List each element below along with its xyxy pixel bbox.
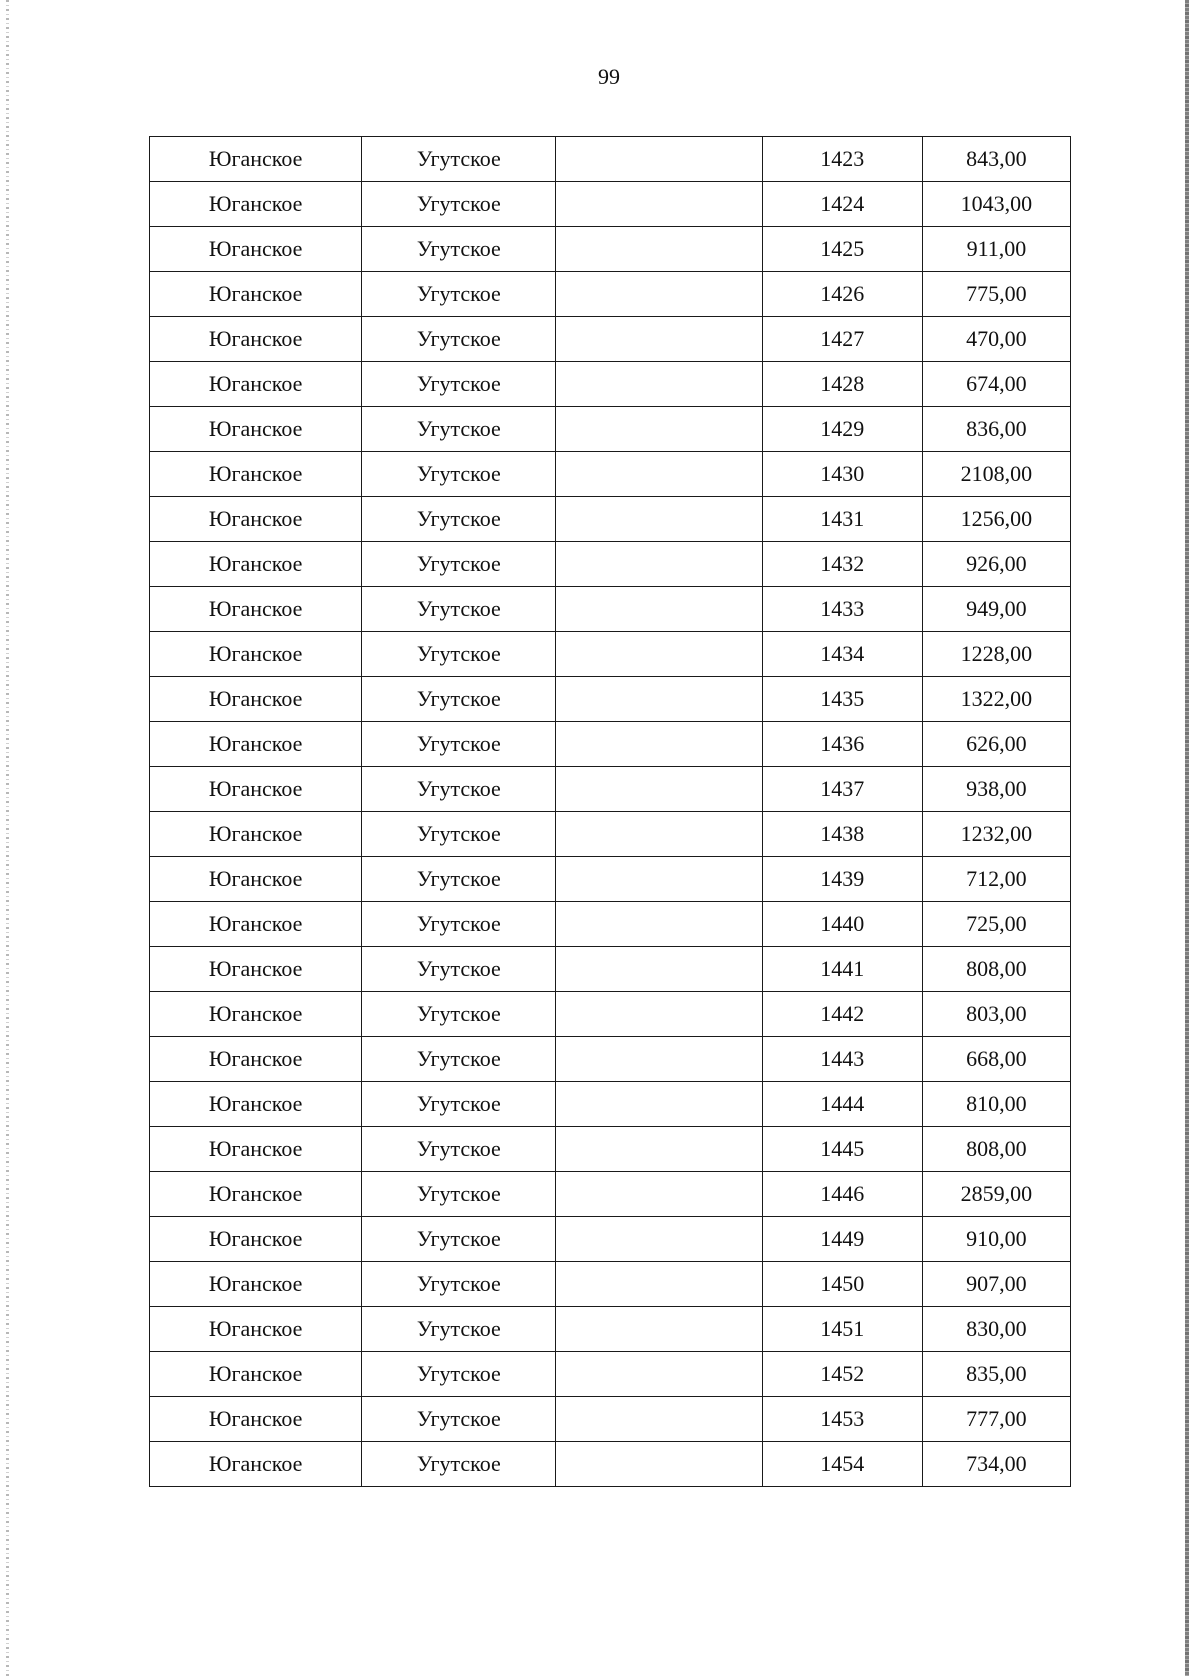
area-cell: Угутское <box>362 1037 556 1082</box>
field-cell: Юганское <box>150 632 362 677</box>
id-cell: 1423 <box>762 137 922 182</box>
area-cell: Угутское <box>362 272 556 317</box>
value-cell: 938,00 <box>922 767 1070 812</box>
note-cell <box>556 947 762 992</box>
table-row <box>150 992 1071 1037</box>
table-body <box>150 137 1071 1487</box>
area-cell: Угутское <box>362 677 556 722</box>
area-cell: Угутское <box>362 1217 556 1262</box>
note-cell <box>556 497 762 542</box>
id-cell: 1436 <box>762 722 922 767</box>
id-cell: 1430 <box>762 452 922 497</box>
table-row <box>150 362 1071 407</box>
value-cell: 830,00 <box>922 1307 1070 1352</box>
area-cell: Угутское <box>362 452 556 497</box>
id-cell: 1446 <box>762 1172 922 1217</box>
area-cell: Угутское <box>362 1442 556 1487</box>
area-cell: Угутское <box>362 857 556 902</box>
note-cell <box>556 227 762 272</box>
value-cell: 712,00 <box>922 857 1070 902</box>
id-cell: 1427 <box>762 317 922 362</box>
field-cell: Юганское <box>150 947 362 992</box>
value-cell: 808,00 <box>922 1127 1070 1172</box>
value-cell: 810,00 <box>922 1082 1070 1127</box>
id-cell: 1452 <box>762 1352 922 1397</box>
field-cell: Юганское <box>150 137 362 182</box>
table-row <box>150 587 1071 632</box>
value-cell: 1228,00 <box>922 632 1070 677</box>
id-cell: 1437 <box>762 767 922 812</box>
note-cell <box>556 407 762 452</box>
table-row <box>150 632 1071 677</box>
id-cell: 1443 <box>762 1037 922 1082</box>
id-cell: 1424 <box>762 182 922 227</box>
field-cell: Юганское <box>150 767 362 812</box>
note-cell <box>556 1442 762 1487</box>
table-row <box>150 542 1071 587</box>
field-cell: Юганское <box>150 1127 362 1172</box>
note-cell <box>556 857 762 902</box>
value-cell: 910,00 <box>922 1217 1070 1262</box>
id-cell: 1428 <box>762 362 922 407</box>
field-cell: Юганское <box>150 1172 362 1217</box>
data-table <box>149 136 1071 1487</box>
id-cell: 1445 <box>762 1127 922 1172</box>
area-cell: Угутское <box>362 182 556 227</box>
table-row <box>150 677 1071 722</box>
table-row <box>150 1352 1071 1397</box>
table-row <box>150 1217 1071 1262</box>
value-cell: 1256,00 <box>922 497 1070 542</box>
field-cell: Юганское <box>150 812 362 857</box>
value-cell: 626,00 <box>922 722 1070 767</box>
table-row <box>150 272 1071 317</box>
note-cell <box>556 767 762 812</box>
id-cell: 1449 <box>762 1217 922 1262</box>
note-cell <box>556 1127 762 1172</box>
value-cell: 725,00 <box>922 902 1070 947</box>
value-cell: 1322,00 <box>922 677 1070 722</box>
value-cell: 808,00 <box>922 947 1070 992</box>
note-cell <box>556 1352 762 1397</box>
area-cell: Угутское <box>362 722 556 767</box>
id-cell: 1429 <box>762 407 922 452</box>
id-cell: 1425 <box>762 227 922 272</box>
note-cell <box>556 272 762 317</box>
scan-edge-left <box>6 0 9 1676</box>
area-cell: Угутское <box>362 407 556 452</box>
area-cell: Угутское <box>362 542 556 587</box>
table-row <box>150 902 1071 947</box>
value-cell: 734,00 <box>922 1442 1070 1487</box>
area-cell: Угутское <box>362 947 556 992</box>
area-cell: Угутское <box>362 1262 556 1307</box>
note-cell <box>556 1037 762 1082</box>
value-cell: 2859,00 <box>922 1172 1070 1217</box>
field-cell: Юганское <box>150 1352 362 1397</box>
field-cell: Юганское <box>150 407 362 452</box>
id-cell: 1454 <box>762 1442 922 1487</box>
area-cell: Угутское <box>362 1172 556 1217</box>
table-row <box>150 722 1071 767</box>
note-cell <box>556 1082 762 1127</box>
note-cell <box>556 542 762 587</box>
value-cell: 470,00 <box>922 317 1070 362</box>
table-row <box>150 767 1071 812</box>
field-cell: Юганское <box>150 902 362 947</box>
note-cell <box>556 1307 762 1352</box>
field-cell: Юганское <box>150 1037 362 1082</box>
field-cell: Юганское <box>150 362 362 407</box>
field-cell: Юганское <box>150 317 362 362</box>
id-cell: 1435 <box>762 677 922 722</box>
note-cell <box>556 722 762 767</box>
field-cell: Юганское <box>150 452 362 497</box>
id-cell: 1453 <box>762 1397 922 1442</box>
field-cell: Юганское <box>150 677 362 722</box>
value-cell: 668,00 <box>922 1037 1070 1082</box>
area-cell: Угутское <box>362 812 556 857</box>
area-cell: Угутское <box>362 362 556 407</box>
note-cell <box>556 452 762 497</box>
id-cell: 1440 <box>762 902 922 947</box>
id-cell: 1432 <box>762 542 922 587</box>
table-row <box>150 317 1071 362</box>
table-row <box>150 812 1071 857</box>
area-cell: Угутское <box>362 1352 556 1397</box>
table-row <box>150 1262 1071 1307</box>
value-cell: 843,00 <box>922 137 1070 182</box>
id-cell: 1451 <box>762 1307 922 1352</box>
id-cell: 1431 <box>762 497 922 542</box>
field-cell: Юганское <box>150 992 362 1037</box>
field-cell: Юганское <box>150 1307 362 1352</box>
table-row <box>150 1442 1071 1487</box>
note-cell <box>556 317 762 362</box>
area-cell: Угутское <box>362 317 556 362</box>
value-cell: 775,00 <box>922 272 1070 317</box>
field-cell: Юганское <box>150 857 362 902</box>
area-cell: Угутское <box>362 1307 556 1352</box>
id-cell: 1444 <box>762 1082 922 1127</box>
note-cell <box>556 812 762 857</box>
page-number: 99 <box>598 64 620 89</box>
field-cell: Юганское <box>150 1217 362 1262</box>
note-cell <box>556 992 762 1037</box>
value-cell: 1043,00 <box>922 182 1070 227</box>
table-row <box>150 1127 1071 1172</box>
field-cell: Юганское <box>150 497 362 542</box>
value-cell: 911,00 <box>922 227 1070 272</box>
field-cell: Юганское <box>150 587 362 632</box>
value-cell: 674,00 <box>922 362 1070 407</box>
table-row <box>150 857 1071 902</box>
field-cell: Юганское <box>150 1262 362 1307</box>
note-cell <box>556 137 762 182</box>
area-cell: Угутское <box>362 227 556 272</box>
area-cell: Угутское <box>362 1397 556 1442</box>
area-cell: Угутское <box>362 587 556 632</box>
table-row <box>150 1037 1071 1082</box>
note-cell <box>556 362 762 407</box>
value-cell: 949,00 <box>922 587 1070 632</box>
area-cell: Угутское <box>362 767 556 812</box>
value-cell: 835,00 <box>922 1352 1070 1397</box>
field-cell: Юганское <box>150 1397 362 1442</box>
value-cell: 836,00 <box>922 407 1070 452</box>
id-cell: 1441 <box>762 947 922 992</box>
id-cell: 1426 <box>762 272 922 317</box>
note-cell <box>556 587 762 632</box>
field-cell: Юганское <box>150 542 362 587</box>
field-cell: Юганское <box>150 272 362 317</box>
id-cell: 1439 <box>762 857 922 902</box>
area-cell: Угутское <box>362 992 556 1037</box>
note-cell <box>556 902 762 947</box>
area-cell: Угутское <box>362 1082 556 1127</box>
id-cell: 1438 <box>762 812 922 857</box>
field-cell: Юганское <box>150 722 362 767</box>
table-row <box>150 137 1071 182</box>
note-cell <box>556 1262 762 1307</box>
table-row <box>150 497 1071 542</box>
table-row <box>150 947 1071 992</box>
id-cell: 1450 <box>762 1262 922 1307</box>
scan-edge-right <box>1185 0 1189 1676</box>
area-cell: Угутское <box>362 1127 556 1172</box>
note-cell <box>556 1172 762 1217</box>
note-cell <box>556 1397 762 1442</box>
table-row <box>150 1307 1071 1352</box>
table-row <box>150 452 1071 497</box>
note-cell <box>556 1217 762 1262</box>
table-row <box>150 1397 1071 1442</box>
area-cell: Угутское <box>362 137 556 182</box>
table-row <box>150 407 1071 452</box>
area-cell: Угутское <box>362 497 556 542</box>
table-row <box>150 227 1071 272</box>
table-row <box>150 182 1071 227</box>
field-cell: Юганское <box>150 1442 362 1487</box>
field-cell: Юганское <box>150 182 362 227</box>
table-row <box>150 1082 1071 1127</box>
field-cell: Юганское <box>150 1082 362 1127</box>
value-cell: 777,00 <box>922 1397 1070 1442</box>
area-cell: Угутское <box>362 632 556 677</box>
value-cell: 2108,00 <box>922 452 1070 497</box>
note-cell <box>556 182 762 227</box>
value-cell: 907,00 <box>922 1262 1070 1307</box>
id-cell: 1433 <box>762 587 922 632</box>
value-cell: 1232,00 <box>922 812 1070 857</box>
table-row <box>150 1172 1071 1217</box>
id-cell: 1434 <box>762 632 922 677</box>
value-cell: 803,00 <box>922 992 1070 1037</box>
note-cell <box>556 677 762 722</box>
value-cell: 926,00 <box>922 542 1070 587</box>
note-cell <box>556 632 762 677</box>
area-cell: Угутское <box>362 902 556 947</box>
id-cell: 1442 <box>762 992 922 1037</box>
field-cell: Юганское <box>150 227 362 272</box>
